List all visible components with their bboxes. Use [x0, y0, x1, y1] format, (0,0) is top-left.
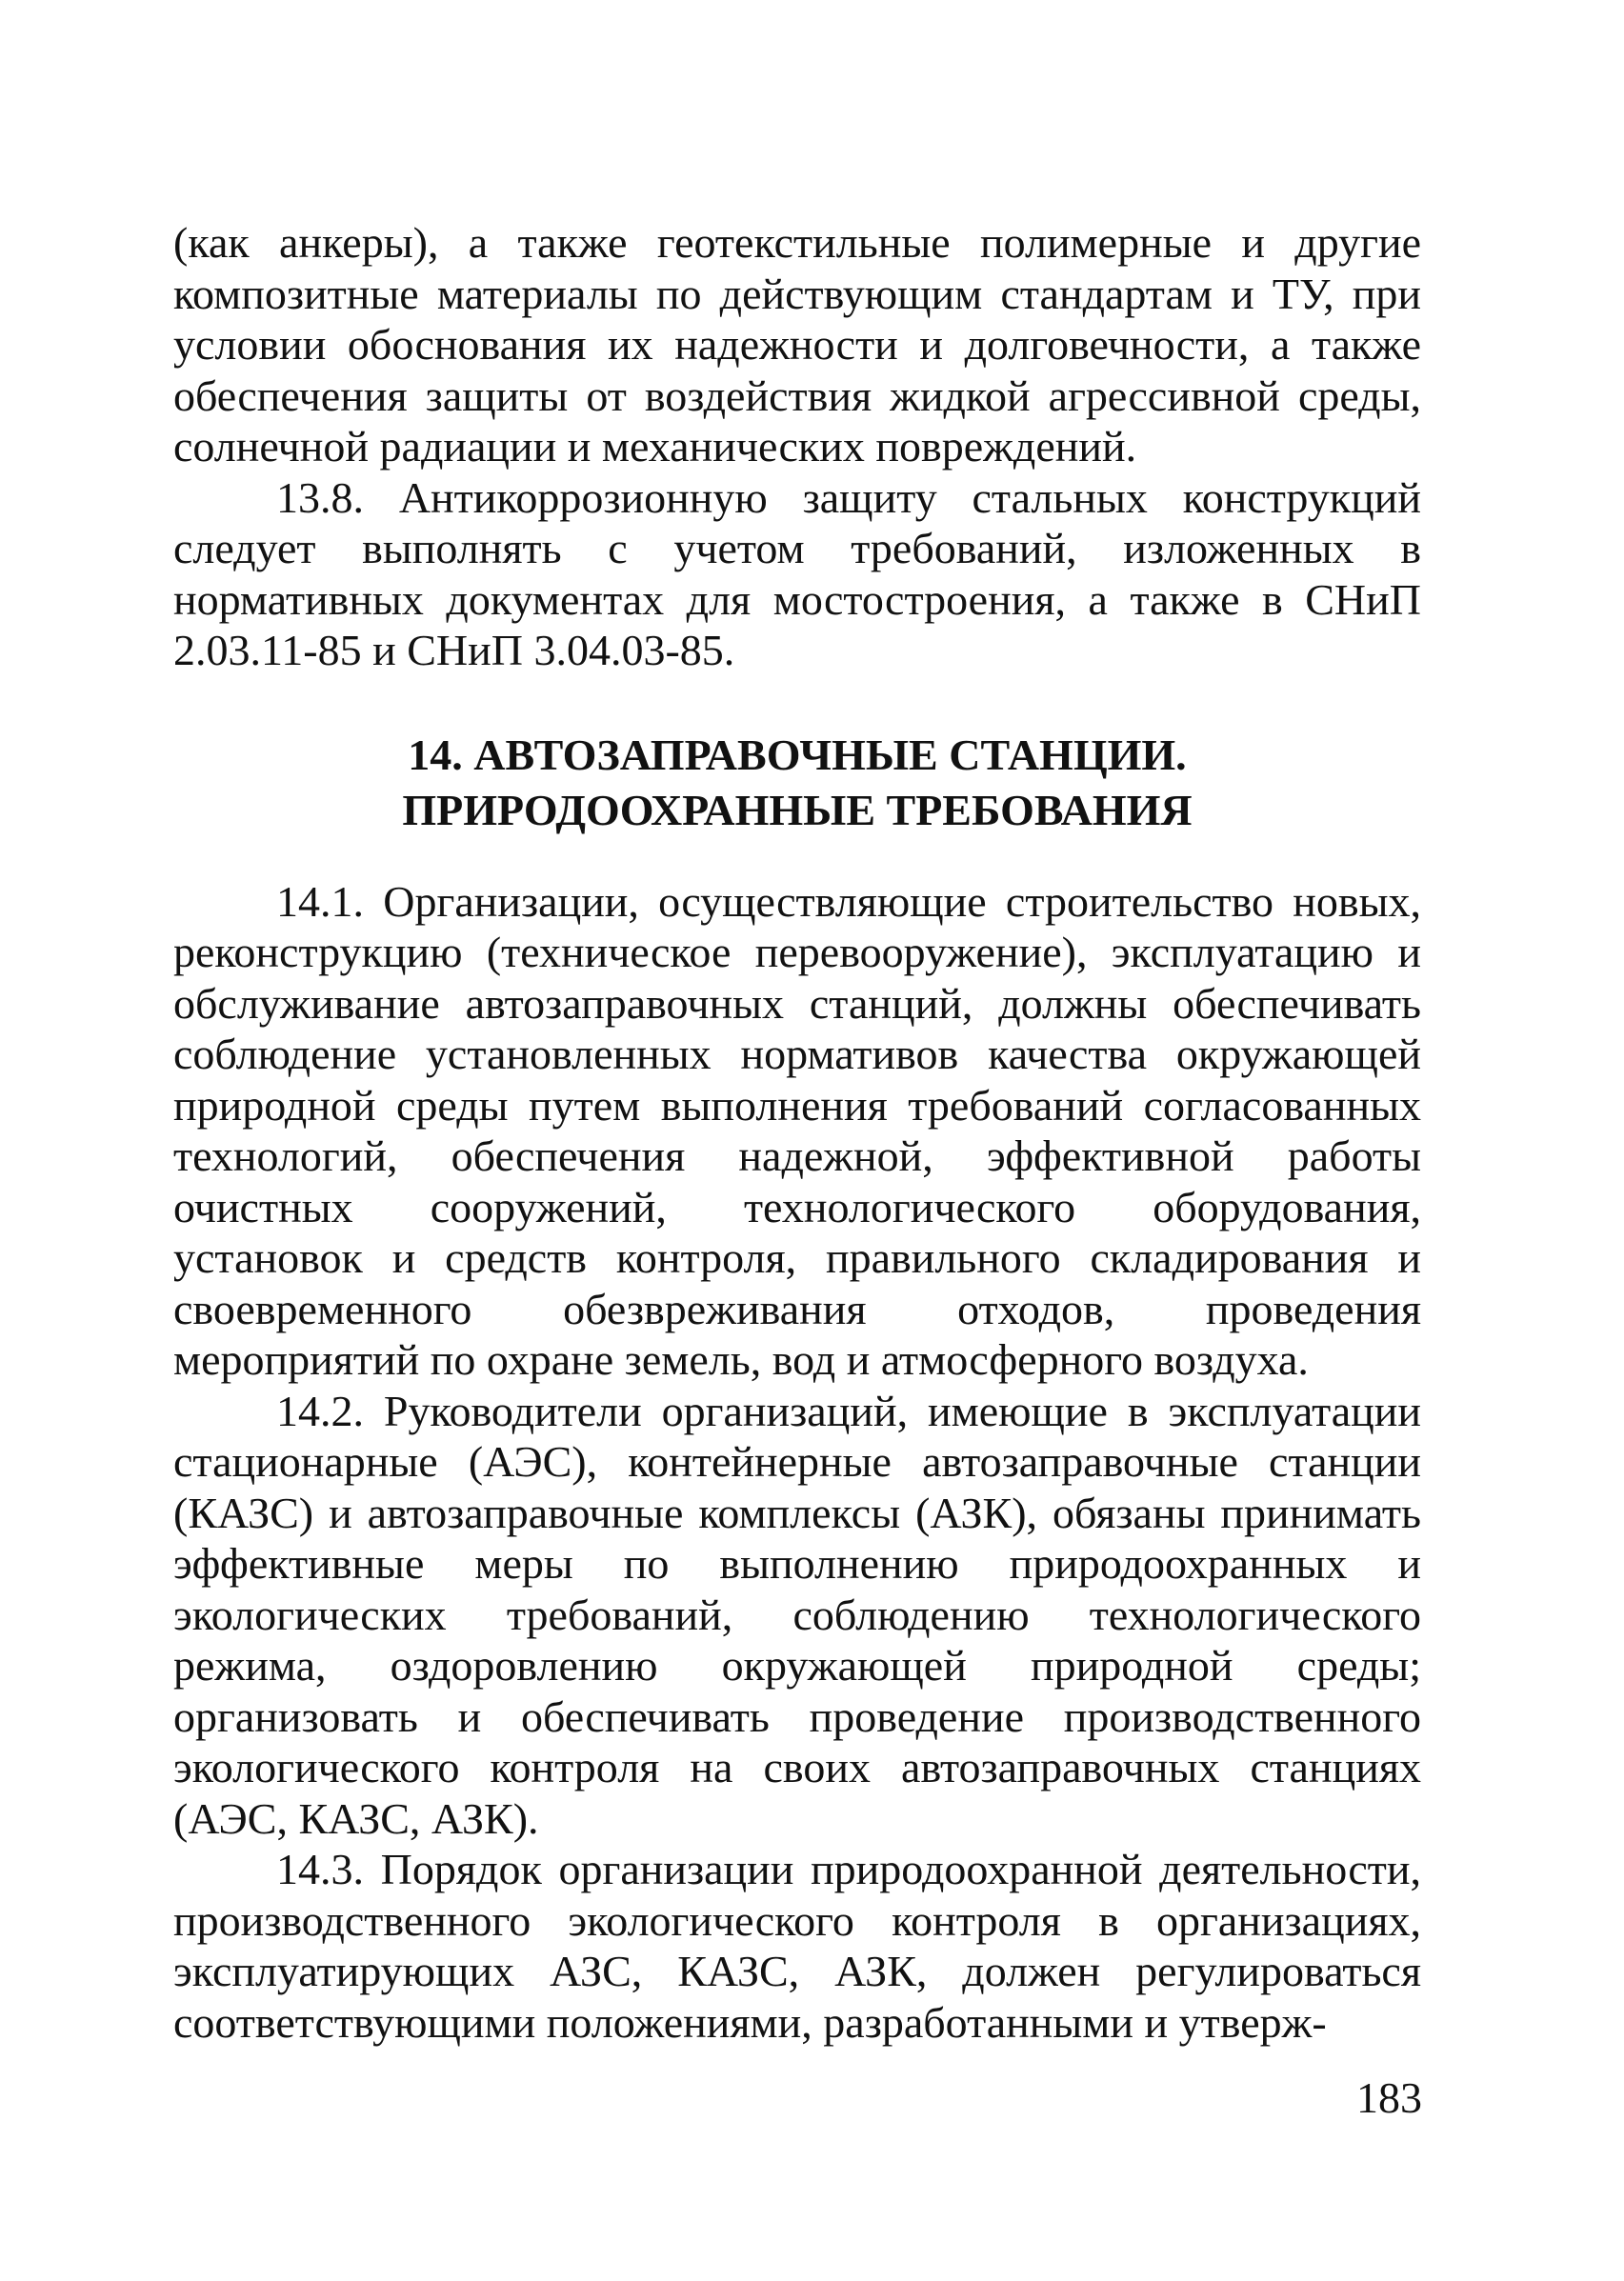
page-number: 183: [1356, 2073, 1422, 2122]
section-heading: [173, 728, 1421, 838]
section-heading-line-2: ПРИРОДООХРАННЫЕ ТРЕБОВАНИЯ: [402, 785, 1193, 834]
paragraph-14-3: 14.3. Порядок организации природоохранной деятельности, производственного экологического контроля в организациях, эксплуатирующих АЗС, КАЗС, АЗК, должен регулироваться соответствующими положениями, разработанными и утверж-: [173, 1845, 1421, 2047]
page-content: [173, 217, 1421, 2048]
section-heading-line-1: 14. АВТОЗАПРАВОЧНЫЕ СТАНЦИИ.: [408, 730, 1187, 779]
paragraph-14-1: 14.1. Организации, осуществляющие строительство новых, реконструкцию (техническое перевооружение), эксплуатацию и обслуживание автозаправочных станций, должны обеспечивать соблюдение установленных нормативов качества окружающей природной среды путем выполнения требований согласованных технологий, обеспечения надежной, эффективной работы очистных сооружений, технологического оборудования, установок и средств контроля, правильного складирования и своевременного обезвреживания отходов, проведения мероприятий по охране земель, вод и атмосферного воздуха.: [173, 876, 1421, 1384]
paragraph-14-2: 14.2. Руководители организаций, имеющие в эксплуатации стационарные (АЭС), контейнерные автозаправочные станции (КАЗС) и автозаправочные комплексы (АЗК), обязаны принимать эффективные меры по выполнению природоохранных и экологических требований, соблюдению технологического режима, оздоровлению окружающей природной среды; организовать и обеспечивать проведение производственного экологического контроля на своих автозаправочных станциях (АЭС, КАЗС, АЗК).: [173, 1386, 1421, 1843]
paragraph-13-8: 13.8. Антикоррозионную защиту стальных конструкций следует выполнять с учетом требований, изложенных в нормативных документах для мостостроения, а также в СНиП 2.03.11-85 и СНиП 3.04.03-85.: [173, 472, 1421, 674]
paragraph-continuation: (как анкеры), а также геотекстильные полимерные и другие композитные материалы по действующим стандартам и ТУ, при условии обоснования их надежности и долговечности, а также обеспечения защиты от воздействия жидкой агрессивной среды, солнечной радиации и механических повреждений.: [173, 218, 1421, 470]
